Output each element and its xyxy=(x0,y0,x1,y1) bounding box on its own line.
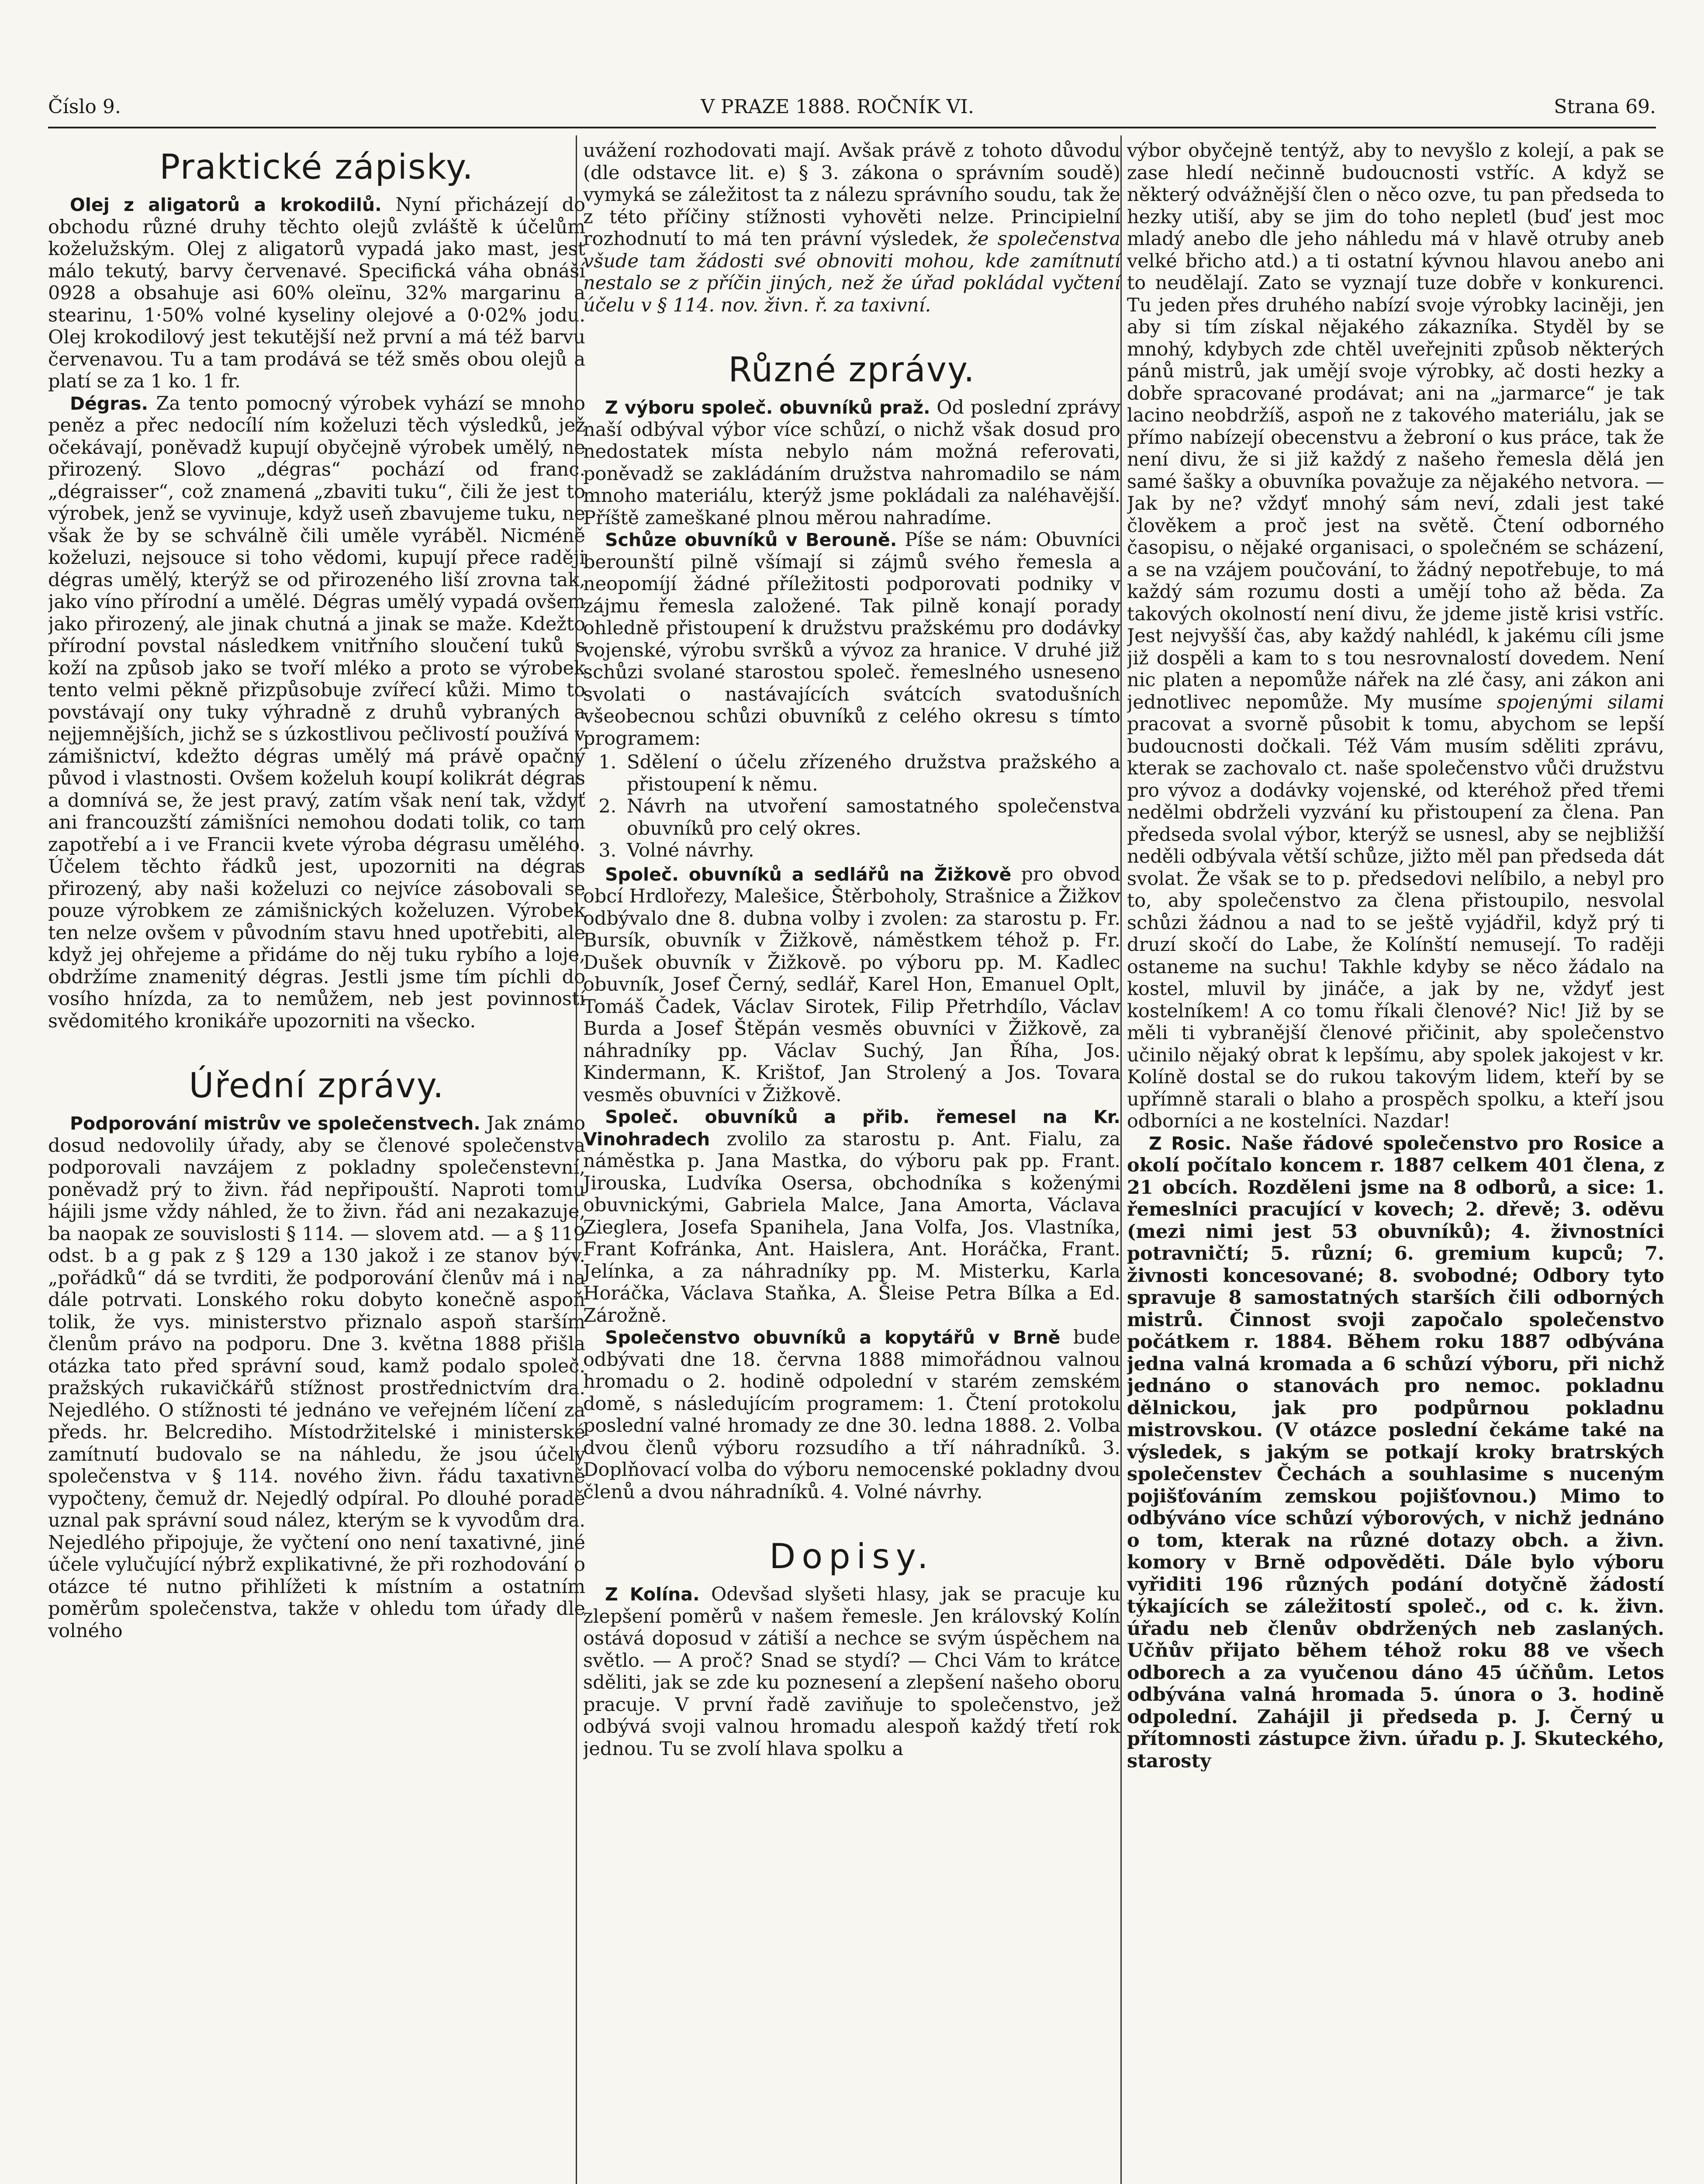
header-rule xyxy=(48,127,1656,128)
article-body: Od poslední zprávy naší odbýval výbor více schůzí, o nichž však dosud pro nedostatek místa nebylo nám možná referovati, poněvadž se zakládáním družstva nahromadilo se nám mnoho materiálu, kterýž jsme pokládali za naléhavější. Příště zameškané plnou měrou nahradíme. xyxy=(583,397,1120,529)
article-heading: Společ. obuvníků a přib. řemesel na Kr. Vinohradech xyxy=(583,1106,1120,1150)
article-heading: Schůze obuvníků v Berouně. xyxy=(605,529,897,550)
article-heading: Společ. obuvníků a sedlářů na Žižkově xyxy=(605,864,1012,885)
article-body: bude odbývati dne 18. června 1888 mimořádnou valnou hromadu o 2. hodině odpolední v starém zemském domě, s následujícím programem: 1. Čtení protokolu poslední valné hromady ze dne 30. ledna 1888. 2. Volba dvou členů výboru rozsudího a tří náhradníků. 3. Doplňovací volba do výboru nemocenské pokladny dvou členů a dvou náhradníků. 4. Volné návrhy. xyxy=(583,1327,1120,1503)
article-body: Naše řádové společenstvo pro Rosice a okolí počítalo koncem r. 1887 celkem 401 člena, z 21 obcích. Rozděleni jsme na 8 odborů, a sice: 1. řemeslníci pracující v kovech; 2. dřevě; 3. oděvu (mezi nimi jest 53 obuvníků); 4. živnostníci potravničtí; 5. různí; 6. gremium kupců; 7. živnosti koncesované; 8. svobodné; Odbory tyto spravuje 8 samostatných starších čili odborných mistrů. Činnost svoji započalo společenstvo počátkem r. 1884. Během roku 1887 odbývána jedna valná kromada a 6 schůzí výboru, při nichž jednáno o stanovách pro nemoc. pokladnu dělnickou, jak pro podpůrnou pokladnu mistrovskou. (V otázce poslední čekáme také na výsledek, s jakým se potkají kroky bratrských společenstev Čechách a souhlasime s nuceným pojišťováním zemskou pojišťovnou.) Mimo to odbýváno více schůzí výborových, v nichž jednáno o tom, kterak na různé dotazy obch. a živn. komory v Brně odpověděti. Dále bylo výboru vyřiditi 196 různých podání dotyčně žádostí týkajících se záležitostí společ., od c. k. živn. úřadu neb členův obdržených neb zaslaných. Učňův přijato během téhož roku 88 ve všech odborech a za vyučenou dáno 45 účňům. Letos odbývána valná hromada 5. února o 3. hodině odpolední. Zahájil ji předseda p. J. Černý u přítomnosti zástupce živn. úřadu p. J. Skuteckého, starosty xyxy=(1127,1132,1664,1772)
section-title-prakticke: Praktické zápisky. xyxy=(159,148,474,187)
article-zizkov xyxy=(583,864,1120,1106)
article-oleje xyxy=(48,194,585,393)
article-body: pro obvod obcí Hrdlořezy, Malešice, Štěrboholy, Strašnice a Žižkov odbývalo dne 8. dubna volby i zvolen: za starostu p. Fr. Bursík, obuvník v Žižkově, náměstkem téhož p. Fr. Dušek obuvník v Žižkově. po výboru pp. M. Kadlec obuvník, Josef Černý, sedlář, Karel Hon, Emanuel Oplt, Tomáš Čadek, Václav Sirotek, Filip Přetrhdílo, Václav Burda a Josef Štěpán vesměs obuvníci v Žižkově, za náhradníky pp. Václav Suchý, Jan Říha, Jos. Kindermann, K. Krištof, Jan Strolený a Jos. Tovara vesměs obuvníci v Žižkově. xyxy=(583,863,1120,1106)
article-body: uvážení rozhodovati mají. Avšak právě z tohoto důvodu (dle odstavce lit. e) § 3. zákona o správním soudě) vymyká se záležitost ta z nálezu správního soudu, tak že z této příčiny stížnosti vyhověti nelze. Principielní rozhodnutí to má ten právní výsledek, xyxy=(583,140,1120,250)
issue-number: Číslo 9. xyxy=(48,96,121,118)
article-heading: Společenstvo obuvníků a kopytářů v Brně xyxy=(605,1327,1061,1348)
article-brno xyxy=(583,1327,1120,1503)
column-2 xyxy=(583,140,1120,2184)
section-title-dopisy: Dopisy. xyxy=(769,1537,934,1576)
article-continuation xyxy=(583,140,1120,316)
list-item: 2. Návrh na utvoření samostatného společenstva obuvníků pro celý okres. xyxy=(622,795,1120,840)
column-1 xyxy=(48,140,585,2184)
article-body: Nyní přicházejí do obchodu různé druhy těchto olejů zvláště k účelům koželužským. Olej z aligatorů vypadá jako mast, jest málo tekutý, barvy červenavé. Specifická váha obnáší 0928 a obsahuje asi 60% oleïnu, 32% margarinu a stearinu, 1·50% volné kyseliny olejové a 0·02% jodu. Olej krokodilový jest tekutější než první a má též barvu červenavou. Tu a tam prodává se též směs obou olejů a platí se za 1 ko. 1 fr. xyxy=(48,194,585,392)
article-vinohrady xyxy=(583,1106,1120,1327)
article-body-italic: že společenstva všude tam žádosti své obnoviti mohou, kde zamítnutí nestalo se z příčin jiných, než že úřad pokládal vyčtení účelu v § 114. nov. živn. ř. za taxivní. xyxy=(583,228,1120,316)
page-number: Strana 69. xyxy=(1554,96,1656,118)
article-heading: Dégras. xyxy=(70,393,149,414)
program-list xyxy=(583,751,1120,862)
list-item: 1. Sdělení o účelu zřízeného družstva pražského a přistoupení k němu. xyxy=(622,751,1120,795)
article-heading: Z výboru společ. obuvníků praž. xyxy=(605,397,930,418)
page-header xyxy=(48,87,1656,118)
column-3 xyxy=(1127,140,1664,2184)
article-rosice xyxy=(1127,1133,1664,1773)
article-beroun xyxy=(583,529,1120,750)
article-kolin xyxy=(583,1583,1120,1760)
article-heading: Podporování mistrův ve společenstvech. xyxy=(70,1113,480,1134)
article-body-italic: spojenými silami xyxy=(1497,691,1664,713)
article-kolin-continued xyxy=(1127,140,1664,1133)
article-body: Za tento pomocný výrobek vyhází se mnoho peněz a přec nedocílí ním koželuzi těch výsledků, jež očekávají, poněvadž kupují obyčejně výrobek umělý, ne přirozený. Slovo „dégras“ pochází od franc. „dégraisser“, což znamená „zbaviti tuku“, čili že jest to výrobek, jenž se vyvinuje, když useň zbavujeme tuku, ne však že by se schválně čili uměle vyráběl. Nicméně koželuzi, nejsouce si toho vědomi, kupují přece raději dégras umělý, kterýž se od přirozeného liší zrovna tak, jako víno přírodní a umělé. Dégras umělý vypadá ovšem jako přirozený, ale jinak chutná a jinak se maže. Kdežto přírodní povstal následkem vnitřního sloučení tuků s koží na způsob jako se tvoří mléko a proto se výrobek tento velmi pěkně přizpůsobuje zvířecí kůži. Mimo to povstávají ony tuky výhradně z druhů vybraných a nejjemnějších, jichž se s úzkostlivou pečlivostí používá v zámišnictví, kdežto dégras umělý má právě opačný původ i vlastnosti. Ovšem koželuh koupí kolikrát dégras a domnívá se, že jest pravý, zatím však není tak, vždyť ani francouzští zámišníci nemohou dodati tolik, co tam zapotřebí a i ve Francii kvete výroba dégrasu umělého. Účelem těchto řádků jest, upozorniti na dégras přirozený, aby naši koželuzi co nejvíce zásobovali se pouze výrobkem ze zámišnických koželuzen. Výrobek ten nelze ovšem v původním stavu hned upotřebiti, ale když jej ohřejeme a přidáme do něj tuku rybího a loje, obdržíme znamenitý dégras. Jestli jsme tím píchli do vosího hnízda, za to nemůžem, neb jest povinností svědomitého kronikáře upozorniti na všecko. xyxy=(48,392,585,1032)
article-body: zvolilo za starostu p. Ant. Fialu, za náměstka p. Jana Mastka, do výboru pak pp. Frant. Jirouska, Ludvíka Osersa, obchodníka s koženými obuvnickými, Gabriela Malce, Jana Amorta, Václava Zieglera, Josefa Spanihela, Jana Volfa, Jos. Vlastníka, Frant Kofránka, Ant. Haislera, Ant. Horáčka, Frant. Jelínka, a za náhradníky pp. M. Misterku, Karla Horáčka, Václava Staňka, A. Šleise Petra Bílka a Ed. Zárožně. xyxy=(583,1128,1120,1327)
article-heading: Z Kolína. xyxy=(605,1584,700,1605)
article-body: Odevšad slyšeti hlasy, jak se pracuje ku zlepšení poměrů v našem řemesle. Jen královský Kolín ostává doposud v zátiší a nechce se svým úspěchem na světlo. — A proč? Snad se stydí? — Chci Vám to krátce sděliti, jak se zde ku poznesení a zlepšení našeho oboru pracuje. V první řadě zaviňuje to společenstvo, jež odbývá svoji valnou hromadu alespoň každý třetí rok jednou. Tu se zvolí hlava spolku a xyxy=(583,1583,1120,1760)
article-body: Jak známo dosud nedovolily úřady, aby se členové společenstva podporovali navzájem z pokladny společenstevní, poněvadž prý to živn. řád nepřipouští. Naproti tomu hájili jsme vždy náhled, že to živn. řád ani nezakazuje, ba naopak ze souvislosti § 114. — slovem atd. — a § 119 odst. b a g pak z § 129 a 130 jakož i ze stanov býv. „pořádků“ dá se tvrditi, že podporování členův má i na dále potrvati. Lonského roku dobyto konečně aspoň tolik, že vys. ministerstvo přiznalo aspoň starším členům právo na podporu. Dne 3. května 1888 přišla otázka tato před správní soud, kamž podalo společ. pražských rukavičkářů stížnost prostřednictvím dra. Nejedlého. O stížnosti té jednáno ve veřejném líčení za předs. hr. Belcrediho. Místodržitelské i ministerské zamítnutí budovalo se na náhledu, že jsou účely společenstva v § 114. nového živn. řádu taxativně vypočteny, čemuž dr. Nejedlý odpíral. Po dlouhé poradě uznal pak správní soud nález, kterým se k vyvodům dra. Nejedlého připojuje, že vyčtení ono není taxativné, jiné účele vylučující nýbrž explikativné, že při rozhodování o otázce té nutno přihlížeti k místním a ostatním poměrům společenstva, takže v ohledu tom úřady dle volného xyxy=(48,1113,585,1642)
article-body: pracovat a svorně působit k tomu, abychom se lepší budoucnosti dočkali. Též Vám musím sděliti zprávu, kterak se zachovalo ct. naše společenstvo vůči družstvu pro vývoz a dodávky vojenské, od kteréhož před třemi nedělmi obdrželi vyzvání ku přistoupení za člena. Pan předseda svolal výbor, kterýž se usnesl, aby se nejbližší neděli odbývala větší schůze, jižto měl pan předseda dát svolat. Že však se to p. předsedovi nelíbilo, a nebyl pro to, aby společenstvo za člena přistoupilo, nesvolal schůzi žádnou a nad to se ještě vyjádřil, když prý ti druzí skočí do Labe, že Kolínští nemusejí. To raději ostaneme na suchu! Takhle kdyby se něco žádalo na kostel, mluvil by jináče, a jak by ne, vždyť jest kostelníkem! A co tomu říkali členové? Nic! Již by se měli ti vybranější členové přičinit, aby společenstvo učinilo nějaký obrat k lepšímu, aby spolek jakojest v kr. Kolíně dostal se do rukou takovým lidem, kteří by se upřímně starali o blaho a prospěch spolku, a kteří jsou odborníci a ne kostelníci. Nazdar! xyxy=(1127,713,1664,1132)
header-dateline: V PRAZE 1888. ROČNÍK VI. xyxy=(701,96,974,118)
list-item: 3. Volné návrhy. xyxy=(622,840,1120,862)
article-degras xyxy=(48,393,585,1033)
article-body: Píše se nám: Obuvníci berounští pilně všímají si zájmů svého řemesla a neopomíjí žádné příležitosti podporovati podniky v zájmu řemesla založené. Tak pilně konají porady ohledně přistoupení k družstvu pražskému pro dodávky vojenské, výrobu svršků a vývoz za hranice. V druhé již schůzi svolané starostou společ. řemeslného usneseno svolati o nastávajících svátcích svatodušních všeobecnou schůzi obuvníků z celého okresu s tímto programem: xyxy=(583,529,1120,750)
section-title-ruzne: Různé zprávy. xyxy=(728,350,975,390)
article-podporovani xyxy=(48,1113,585,1642)
article-vybor-praz xyxy=(583,397,1120,529)
article-body: výbor obyčejně tentýž, aby to nevyšlo z kolejí, a pak se zase hledí nečinně budoucnosti vstříc. A když se některý odvážnější člen o něco ozve, tu pan předseda to hezky utiší, aby se jim do toho nepletl (buď jest moc mladý anebo dle jeho náhledu má v hlavě otruby aneb velké břicho atd.) a ti ostatní kývnou hlavou anebo ani to neudělají. Zato se vyznají tuze dobře v konkurenci. Tu jeden přes druhého nabízí svoje výrobky laciněji, jen aby si tím získal nějakého zákazníka. Styděl by se mnohý, kdybych zde chtěl uveřejniti způsob některých pánů mistrů, jak umějí svoje výrobky, ač dosti hezky a dobře spracované prodávat; ani na „jarmarce“ je tak lacino neobdržíš, aspoň ne z takového materiálu, jak se přímo nabízejí obecenstvu a žebroní o kus práce, tak že není divu, že si již každý z našeho řemesla dělá jen samé šašky a obuvníka považuje za nějakého netvora. — Jak by ne? vždyť mnohý sám neví, zdali jest také člověkem a proč jest na světě. Čtení odborného časopisu, o nějaké organisaci, o společném se scházení, a se na vzájem poučování, to žádný nepotřebuje, to má každý sám rozumu dosti a umějí toho až běda. Za takových okolností není divu, že jdeme jistě krisi vstříc. Jest nejvyšší čas, aby každý nahlédl, k jakému cíli jsme již dospěli a kam to s tou nesrovnalostí dovedem. Není nic platen a nepomůže nářek na zlé časy, ani zákon ani jednotlivec nepomůže. My musíme xyxy=(1127,140,1664,713)
section-title-uredni: Úřední zprávy. xyxy=(189,1066,445,1106)
column-divider xyxy=(1120,135,1122,2184)
article-heading: Olej z aligatorů a krokodilů. xyxy=(70,194,382,215)
article-heading: Z Rosic. xyxy=(1149,1133,1232,1154)
